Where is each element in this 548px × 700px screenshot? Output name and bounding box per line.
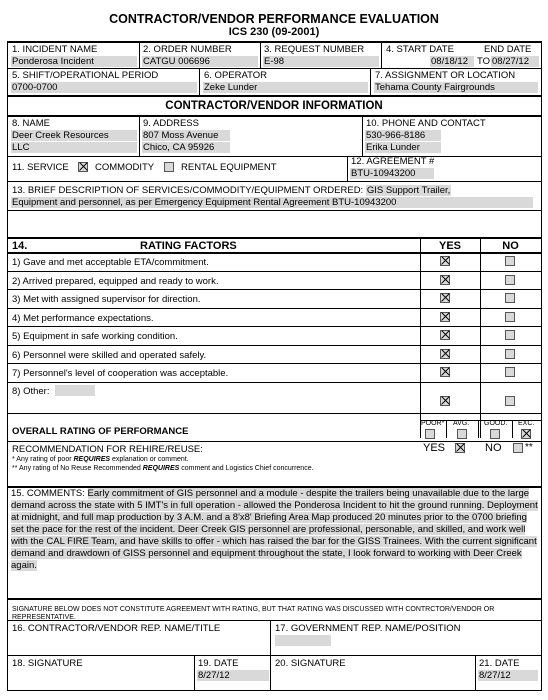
commodity-checkbox[interactable] [164, 162, 174, 172]
rating-label-2: 2) Arrived prepared, equipped and ready to work. [12, 276, 219, 287]
rating-2-no-checkbox[interactable] [505, 275, 515, 285]
rehire-label: RECOMMENDATION FOR REHIRE/REUSE: [12, 444, 203, 455]
end-date-label: END DATE [484, 44, 532, 55]
assignment-field[interactable]: Tehama County Fairgrounds [374, 82, 538, 93]
agreement-field[interactable]: BTU-10943200 [350, 168, 434, 179]
footnote-no-reuse: ** Any rating of No Reuse Recommended REQUIRES comment and Logistics Chief concurrence. [12, 465, 314, 472]
good-label: GOOD. [484, 420, 508, 427]
incident-name-field[interactable]: Ponderosa Incident [11, 56, 137, 67]
rating-label-7: 7) Personnel's level of cooperation was acceptable. [12, 368, 229, 379]
operator-label: 6. OPERATOR [204, 70, 267, 81]
avg-label: AVG. [453, 420, 470, 427]
rating-6-no-checkbox[interactable] [505, 349, 515, 359]
operator-field[interactable]: Zeke Lunder [203, 82, 368, 93]
rating-3-yes-checkbox[interactable] [440, 293, 450, 303]
vendor-name-label: 8. NAME [12, 118, 51, 129]
frame-left [7, 41, 8, 691]
description-label [12, 185, 451, 196]
phone-contact-label: 10. PHONE AND CONTACT [366, 118, 486, 129]
rating-7-no-checkbox[interactable] [505, 367, 515, 377]
rating-4-no-checkbox[interactable] [505, 312, 515, 322]
frame-bottom [7, 690, 542, 691]
date-21-field[interactable]: 8/27/12 [478, 670, 538, 681]
frame-top [7, 41, 542, 43]
date-19-field[interactable]: 8/27/12 [197, 670, 269, 681]
rating-4-yes-checkbox[interactable] [440, 312, 450, 322]
frame-right [541, 41, 542, 691]
overall-exc-checkbox[interactable] [521, 429, 531, 439]
rating-5-no-checkbox[interactable] [505, 330, 515, 340]
no-column-heading: NO [502, 240, 519, 252]
description-field-line1[interactable]: GIS Support Trailer, [366, 185, 451, 196]
phone-field[interactable]: 530-966-8186 [365, 130, 441, 141]
description-label-text: 13. BRIEF DESCRIPTION OF SERVICES/COMMODITY/EQUIPMENT ORDERED: [12, 185, 364, 196]
description-field-line2[interactable]: Equipment and personnel, as per Emergency Equipment Rental Agreement BTU-10943200 [11, 197, 533, 208]
signature-18-label: 18. SIGNATURE [12, 658, 83, 669]
address-label: 9. ADDRESS [143, 118, 199, 129]
date-19-label: 19. DATE [198, 658, 239, 669]
rehire-yes-label: YES [423, 442, 446, 454]
vendor-rep-label: 16. CONTRACTOR/VENDOR REP. NAME/TITLE [12, 623, 221, 634]
rating-6-yes-checkbox[interactable] [440, 349, 450, 359]
vendor-name-line2[interactable]: LLC [11, 142, 137, 153]
assignment-label: 7. ASSIGNMENT OR LOCATION [375, 70, 516, 81]
signature-disclaimer: SIGNATURE BELOW DOES NOT CONSTITUTE AGREEMENT WITH RATING, BUT THAT RATING WAS DISCUSSED WITH CONTRCTOR/VENDOR OR REPRESENTATIVE. [12, 606, 495, 621]
rehire-no-mark: ** [525, 442, 533, 453]
order-number-field[interactable]: CATGU 006696 [142, 56, 258, 67]
date-21-label: 21. DATE [479, 658, 520, 669]
incident-name-label: 1. INCIDENT NAME [12, 44, 98, 55]
overall-good-checkbox[interactable] [490, 429, 500, 439]
rating-label-6: 6) Personnel were skilled and operated safely. [12, 350, 207, 361]
rehire-no-checkbox[interactable] [513, 443, 523, 453]
rating-label-3: 3) Met with assigned supervisor for direction. [12, 294, 201, 305]
yes-column-heading: YES [438, 240, 461, 252]
rating-8-no-checkbox[interactable] [505, 396, 515, 406]
service-label: 11. SERVICE [12, 162, 69, 173]
signature-20-label: 20. SIGNATURE [275, 658, 346, 669]
agreement-label: 12. AGREEMENT # [351, 156, 435, 167]
rating-1-no-checkbox[interactable] [505, 256, 515, 266]
poor-label: POOR* [421, 420, 445, 427]
comments-label: 15. COMMENTS: [11, 488, 85, 499]
order-number-label: 2. ORDER NUMBER [143, 44, 232, 55]
rating-label-4: 4) Met performance expectations. [12, 313, 154, 324]
overall-avg-checkbox[interactable] [457, 429, 467, 439]
exc-label: EXC. [518, 420, 535, 427]
rating-3-no-checkbox[interactable] [505, 293, 515, 303]
address-line2[interactable]: Chico, CA 95926 [142, 142, 230, 153]
footnote-poor: * Any rating of poor REQUIRES explanation or comment. [12, 456, 189, 463]
shift-label: 5. SHIFT/OPERATIONAL PERIOD [12, 70, 159, 81]
start-date-field[interactable]: 08/18/12 [430, 56, 474, 67]
request-number-label: 3. REQUEST NUMBER [264, 44, 365, 55]
overall-poor-checkbox[interactable] [425, 429, 435, 439]
other-field[interactable] [55, 385, 95, 396]
rating-label-8: 8) Other: [12, 386, 50, 397]
rating-label-1: 1) Gave and met acceptable ETA/commitment. [12, 257, 209, 268]
form-number: ICS 230 (09-2001) [228, 26, 320, 38]
start-date-label: 4. START DATE [386, 44, 454, 55]
service-checkbox[interactable] [78, 162, 88, 172]
request-number-field[interactable]: E-98 [263, 56, 379, 67]
rehire-no-label: NO [485, 442, 502, 454]
overall-rating-label: OVERALL RATING OF PERFORMANCE [12, 426, 189, 437]
rating-number: 14. [12, 240, 28, 252]
comments-field[interactable]: Early commitment of GIS personnel and a module - despite the trailers being unavailable due to the large demand across the state with 5 IMT's in full operation - allowed the Ponderosa Incident to hit the ground running. Deployment at midnight, and full map production by 3 A.M. and a 8'x8' Briefing Area Map produced 20 minutes prior to the 0700 briefing set the pace for the rest of the incident. Deer Creek GIS personnel are professional, personable, and skilled, and work well with the CAL FIRE Team, and have skills to offer - which has raised the bar for the GISS Trainees. With the current significant demand and drawdown of GISS personnel and equipment throughout the state, I look forward to working with Deer Creek again. [11, 488, 538, 571]
rating-8-yes-checkbox[interactable] [440, 396, 450, 406]
contact-field[interactable]: Erika Lunder [365, 142, 441, 153]
rehire-yes-checkbox[interactable] [455, 443, 465, 453]
rental-equipment-label: RENTAL EQUIPMENT [181, 162, 277, 173]
rating-label-5: 5) Equipment in safe working condition. [12, 331, 178, 342]
rating-1-yes-checkbox[interactable] [440, 256, 450, 266]
end-date-prefix: TO [477, 56, 491, 67]
rating-7-yes-checkbox[interactable] [440, 367, 450, 377]
contractor-info-heading: CONTRACTOR/VENDOR INFORMATION [165, 100, 383, 112]
rating-factors-heading: RATING FACTORS [140, 240, 237, 252]
address-line1[interactable]: 807 Moss Avenue [142, 130, 230, 141]
rating-2-yes-checkbox[interactable] [440, 275, 450, 285]
form-title: CONTRACTOR/VENDOR PERFORMANCE EVALUATION [109, 12, 439, 26]
gov-rep-label: 17. GOVERNMENT REP. NAME/POSITION [275, 623, 461, 634]
rating-5-yes-checkbox[interactable] [440, 330, 450, 340]
gov-rep-field[interactable] [275, 635, 331, 646]
shift-field[interactable]: 0700-0700 [11, 82, 197, 93]
end-date-field[interactable]: 08/27/12 [491, 56, 539, 67]
commodity-label: COMMODITY [95, 162, 155, 173]
comments-block [11, 488, 538, 572]
vendor-name-line1[interactable]: Deer Creek Resources [11, 130, 137, 141]
